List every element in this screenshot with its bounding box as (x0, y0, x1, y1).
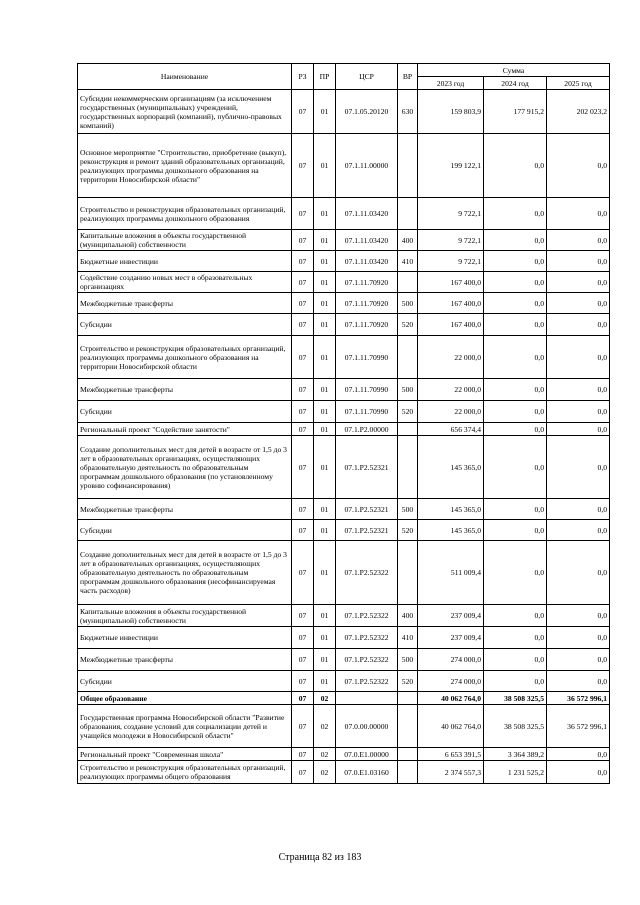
row-csr: 07.1.11.70990 (336, 401, 398, 423)
row-sum-2024: 0,0 (484, 198, 547, 230)
row-pr: 01 (314, 336, 336, 379)
row-name: Создание дополнительных мест для детей в возрасте от 1,5 до 3 лет в образовательных организациях, осуществляющих образовательную деятельность по образовательным программам дошкольного образования (по установленному уровню софинансирования) (78, 436, 292, 499)
row-csr: 07.1.11.03420 (336, 251, 398, 272)
row-sum-2023: 9 722,1 (418, 251, 484, 272)
row-name: Межбюджетные трансферты (78, 499, 292, 520)
row-rz: 07 (292, 627, 314, 649)
row-sum-2025: 0,0 (547, 336, 610, 379)
row-sum-2025: 0,0 (547, 541, 610, 605)
row-rz: 07 (292, 198, 314, 230)
row-vr: 520 (398, 314, 418, 336)
row-csr: 07.1.11.70920 (336, 272, 398, 293)
table-row (78, 198, 610, 230)
row-rz: 07 (292, 649, 314, 671)
table-row (78, 423, 610, 436)
table-row (78, 436, 610, 499)
table-row (78, 230, 610, 251)
row-csr: 07.1.11.70990 (336, 336, 398, 379)
row-sum-2023: 656 374,4 (418, 423, 484, 436)
row-vr (398, 692, 418, 705)
row-sum-2023: 22 000,0 (418, 401, 484, 423)
row-pr: 01 (314, 134, 336, 198)
row-csr: 07.1.P2.52321 (336, 436, 398, 499)
table-row (78, 520, 610, 541)
row-vr: 520 (398, 520, 418, 541)
row-pr: 01 (314, 627, 336, 649)
row-rz: 07 (292, 293, 314, 314)
row-rz: 07 (292, 692, 314, 705)
row-vr (398, 272, 418, 293)
row-sum-2024: 0,0 (484, 230, 547, 251)
row-sum-2023: 167 400,0 (418, 293, 484, 314)
header-year-2024: 2024 год (484, 77, 547, 90)
row-name: Строительство и реконструкция образовательных организаций, реализующих программы общего образования (78, 761, 292, 784)
row-name: Региональный проект "Современная школа" (78, 748, 292, 761)
row-rz: 07 (292, 520, 314, 541)
row-vr (398, 541, 418, 605)
row-csr: 07.1.11.00000 (336, 134, 398, 198)
row-csr: 07.0.E1.03160 (336, 761, 398, 784)
row-pr: 02 (314, 705, 336, 748)
row-pr: 02 (314, 761, 336, 784)
row-pr: 01 (314, 379, 336, 401)
row-name: Субсидии (78, 671, 292, 692)
row-pr: 01 (314, 499, 336, 520)
row-sum-2025: 36 572 996,1 (547, 692, 610, 705)
row-sum-2023: 199 122,1 (418, 134, 484, 198)
row-sum-2025: 0,0 (547, 198, 610, 230)
row-vr (398, 705, 418, 748)
row-rz: 07 (292, 90, 314, 134)
row-pr: 01 (314, 401, 336, 423)
row-pr: 01 (314, 314, 336, 336)
row-rz: 07 (292, 671, 314, 692)
row-sum-2024: 0,0 (484, 627, 547, 649)
row-sum-2025: 0,0 (547, 761, 610, 784)
header-vr: ВР (398, 64, 418, 90)
header-name: Наименование (78, 64, 292, 90)
table-row (78, 499, 610, 520)
row-csr: 07.1.P2.52322 (336, 541, 398, 605)
row-sum-2023: 40 062 764,0 (418, 692, 484, 705)
table-row (78, 293, 610, 314)
row-sum-2024: 0,0 (484, 379, 547, 401)
row-name: Общее образование (78, 692, 292, 705)
row-sum-2023: 274 000,0 (418, 671, 484, 692)
header-year-2025: 2025 год (547, 77, 610, 90)
row-pr: 02 (314, 692, 336, 705)
row-csr: 07.1.P2.00000 (336, 423, 398, 436)
row-sum-2023: 237 009,4 (418, 627, 484, 649)
row-sum-2024: 0,0 (484, 423, 547, 436)
row-pr: 02 (314, 748, 336, 761)
row-sum-2024: 0,0 (484, 649, 547, 671)
row-csr: 07.1.11.70920 (336, 314, 398, 336)
row-sum-2025: 0,0 (547, 671, 610, 692)
row-rz: 07 (292, 423, 314, 436)
row-sum-2023: 2 374 557,3 (418, 761, 484, 784)
row-name: Межбюджетные трансферты (78, 379, 292, 401)
row-rz: 07 (292, 761, 314, 784)
row-vr: 500 (398, 379, 418, 401)
row-sum-2025: 0,0 (547, 436, 610, 499)
row-csr: 07.1.P2.52322 (336, 627, 398, 649)
row-sum-2025: 0,0 (547, 314, 610, 336)
row-sum-2024: 0,0 (484, 251, 547, 272)
row-sum-2024: 0,0 (484, 314, 547, 336)
row-vr: 500 (398, 649, 418, 671)
row-sum-2023: 159 803,9 (418, 90, 484, 134)
row-sum-2024: 0,0 (484, 293, 547, 314)
row-sum-2025: 0,0 (547, 293, 610, 314)
row-sum-2023: 237 009,4 (418, 605, 484, 627)
row-sum-2025: 0,0 (547, 423, 610, 436)
table-row (78, 251, 610, 272)
row-sum-2025: 0,0 (547, 134, 610, 198)
row-sum-2024: 0,0 (484, 520, 547, 541)
table-row (78, 671, 610, 692)
table-row (78, 692, 610, 705)
table-row (78, 314, 610, 336)
row-vr (398, 198, 418, 230)
row-name: Бюджетные инвестиции (78, 251, 292, 272)
row-vr: 630 (398, 90, 418, 134)
table-row (78, 90, 610, 134)
header-csr: ЦСР (336, 64, 398, 90)
row-csr: 07.1.P2.52321 (336, 520, 398, 541)
row-csr: 07.1.05.20120 (336, 90, 398, 134)
row-csr: 07.1.P2.52322 (336, 605, 398, 627)
row-rz: 07 (292, 314, 314, 336)
row-sum-2024: 0,0 (484, 436, 547, 499)
row-sum-2024: 38 508 325,5 (484, 705, 547, 748)
row-pr: 01 (314, 272, 336, 293)
row-rz: 07 (292, 134, 314, 198)
row-sum-2024: 0,0 (484, 671, 547, 692)
row-sum-2025: 0,0 (547, 627, 610, 649)
row-rz: 07 (292, 605, 314, 627)
row-pr: 01 (314, 230, 336, 251)
row-sum-2023: 145 365,0 (418, 520, 484, 541)
row-vr (398, 748, 418, 761)
row-vr (398, 423, 418, 436)
row-sum-2025: 0,0 (547, 605, 610, 627)
row-sum-2024: 0,0 (484, 336, 547, 379)
row-rz: 07 (292, 336, 314, 379)
row-csr: 07.1.11.03420 (336, 198, 398, 230)
table-row (78, 649, 610, 671)
row-sum-2023: 167 400,0 (418, 314, 484, 336)
page-number: Страница 82 из 183 (278, 852, 362, 863)
row-rz: 07 (292, 251, 314, 272)
row-vr: 520 (398, 671, 418, 692)
row-rz: 07 (292, 748, 314, 761)
row-name: Строительство и реконструкция образовательных организаций, реализующих программы дошкольного образования на территории Новосибирской области (78, 336, 292, 379)
row-rz: 07 (292, 272, 314, 293)
row-sum-2025: 0,0 (547, 499, 610, 520)
row-rz: 07 (292, 541, 314, 605)
row-pr: 01 (314, 541, 336, 605)
row-name: Государственная программа Новосибирской области "Развитие образования, создание условий для социализации детей и учащейся молодежи в Новосибирской области" (78, 705, 292, 748)
row-vr: 400 (398, 605, 418, 627)
row-sum-2024: 0,0 (484, 541, 547, 605)
row-name: Капитальные вложения в объекты государственной (муниципальной) собственности (78, 230, 292, 251)
row-name: Основное мероприятие "Строительство, приобретение (выкуп), реконструкция и ремонт зданий образовательных организаций, реализующих программы дошкольного образования на территории Новосибирской области" (78, 134, 292, 198)
row-sum-2023: 167 400,0 (418, 272, 484, 293)
row-csr: 07.1.P2.52322 (336, 671, 398, 692)
row-sum-2025: 0,0 (547, 272, 610, 293)
row-pr: 01 (314, 605, 336, 627)
row-sum-2023: 22 000,0 (418, 379, 484, 401)
row-pr: 01 (314, 423, 336, 436)
row-vr (398, 436, 418, 499)
row-csr: 07.1.11.70920 (336, 293, 398, 314)
row-rz: 07 (292, 499, 314, 520)
table-row (78, 541, 610, 605)
row-name: Капитальные вложения в объекты государственной (муниципальной) собственности (78, 605, 292, 627)
table-row (78, 748, 610, 761)
row-csr: 07.0.E1.00000 (336, 748, 398, 761)
row-vr: 500 (398, 499, 418, 520)
row-pr: 01 (314, 90, 336, 134)
row-csr: 07.1.P2.52321 (336, 499, 398, 520)
row-name: Строительство и реконструкция образовательных организаций, реализующих программы дошкольного образования (78, 198, 292, 230)
row-sum-2023: 511 009,4 (418, 541, 484, 605)
row-rz: 07 (292, 401, 314, 423)
row-name: Субсидии (78, 314, 292, 336)
row-rz: 07 (292, 705, 314, 748)
row-name: Межбюджетные трансферты (78, 649, 292, 671)
row-vr (398, 134, 418, 198)
table-body (78, 90, 610, 784)
row-sum-2023: 9 722,1 (418, 198, 484, 230)
row-sum-2025: 0,0 (547, 520, 610, 541)
row-sum-2023: 274 000,0 (418, 649, 484, 671)
table-row (78, 605, 610, 627)
row-name: Субсидии некоммерческим организациям (за исключением государственных (муниципальных) учреждений, государственных корпораций (компаний), публично-правовых компаний) (78, 90, 292, 134)
row-sum-2024: 0,0 (484, 401, 547, 423)
row-name: Содействие созданию новых мест в образовательных организациях (78, 272, 292, 293)
header-year-2023: 2023 год (418, 77, 484, 90)
table-row (78, 401, 610, 423)
row-pr: 01 (314, 520, 336, 541)
row-name: Создание дополнительных мест для детей в возрасте от 1,5 до 3 лет в образовательных организациях, осуществляющих образовательную деятельность по образовательным программам дошкольного образования (несофинансируемая часть расходов) (78, 541, 292, 605)
row-csr: 07.1.11.70990 (336, 379, 398, 401)
row-sum-2025: 0,0 (547, 748, 610, 761)
row-csr (336, 692, 398, 705)
row-sum-2024: 177 915,2 (484, 90, 547, 134)
row-vr: 400 (398, 230, 418, 251)
row-sum-2025: 36 572 996,1 (547, 705, 610, 748)
row-pr: 01 (314, 649, 336, 671)
row-sum-2023: 22 000,0 (418, 336, 484, 379)
table-row (78, 705, 610, 748)
row-pr: 01 (314, 293, 336, 314)
row-name: Бюджетные инвестиции (78, 627, 292, 649)
row-sum-2024: 0,0 (484, 605, 547, 627)
row-vr: 520 (398, 401, 418, 423)
row-name: Субсидии (78, 520, 292, 541)
row-rz: 07 (292, 230, 314, 251)
row-name: Межбюджетные трансферты (78, 293, 292, 314)
header-rz: РЗ (292, 64, 314, 90)
row-vr: 500 (398, 293, 418, 314)
row-pr: 01 (314, 198, 336, 230)
header-sum: Сумма (418, 64, 610, 77)
table-row (78, 761, 610, 784)
header-pr: ПР (314, 64, 336, 90)
row-sum-2023: 9 722,1 (418, 230, 484, 251)
row-rz: 07 (292, 379, 314, 401)
table-row (78, 272, 610, 293)
row-csr: 07.0.00.00000 (336, 705, 398, 748)
row-sum-2023: 145 365,0 (418, 436, 484, 499)
row-sum-2024: 0,0 (484, 499, 547, 520)
table-row (78, 627, 610, 649)
table-row (78, 336, 610, 379)
row-sum-2024: 0,0 (484, 272, 547, 293)
row-pr: 01 (314, 436, 336, 499)
row-sum-2024: 1 231 525,2 (484, 761, 547, 784)
row-pr: 01 (314, 671, 336, 692)
row-name: Субсидии (78, 401, 292, 423)
row-vr: 410 (398, 627, 418, 649)
table-row (78, 134, 610, 198)
row-sum-2025: 0,0 (547, 251, 610, 272)
row-sum-2025: 202 023,2 (547, 90, 610, 134)
row-sum-2023: 145 365,0 (418, 499, 484, 520)
budget-table (77, 63, 610, 784)
row-sum-2025: 0,0 (547, 401, 610, 423)
row-sum-2025: 0,0 (547, 230, 610, 251)
row-pr: 01 (314, 251, 336, 272)
row-sum-2024: 38 508 325,5 (484, 692, 547, 705)
row-name: Региональный проект "Содействие занятости" (78, 423, 292, 436)
row-vr (398, 336, 418, 379)
row-sum-2024: 3 364 389,2 (484, 748, 547, 761)
row-sum-2025: 0,0 (547, 379, 610, 401)
table-row (78, 379, 610, 401)
row-csr: 07.1.P2.52322 (336, 649, 398, 671)
row-sum-2024: 0,0 (484, 134, 547, 198)
row-rz: 07 (292, 436, 314, 499)
row-sum-2023: 6 653 391,5 (418, 748, 484, 761)
row-sum-2025: 0,0 (547, 649, 610, 671)
row-sum-2023: 40 062 764,0 (418, 705, 484, 748)
row-csr: 07.1.11.03420 (336, 230, 398, 251)
row-vr (398, 761, 418, 784)
row-vr: 410 (398, 251, 418, 272)
